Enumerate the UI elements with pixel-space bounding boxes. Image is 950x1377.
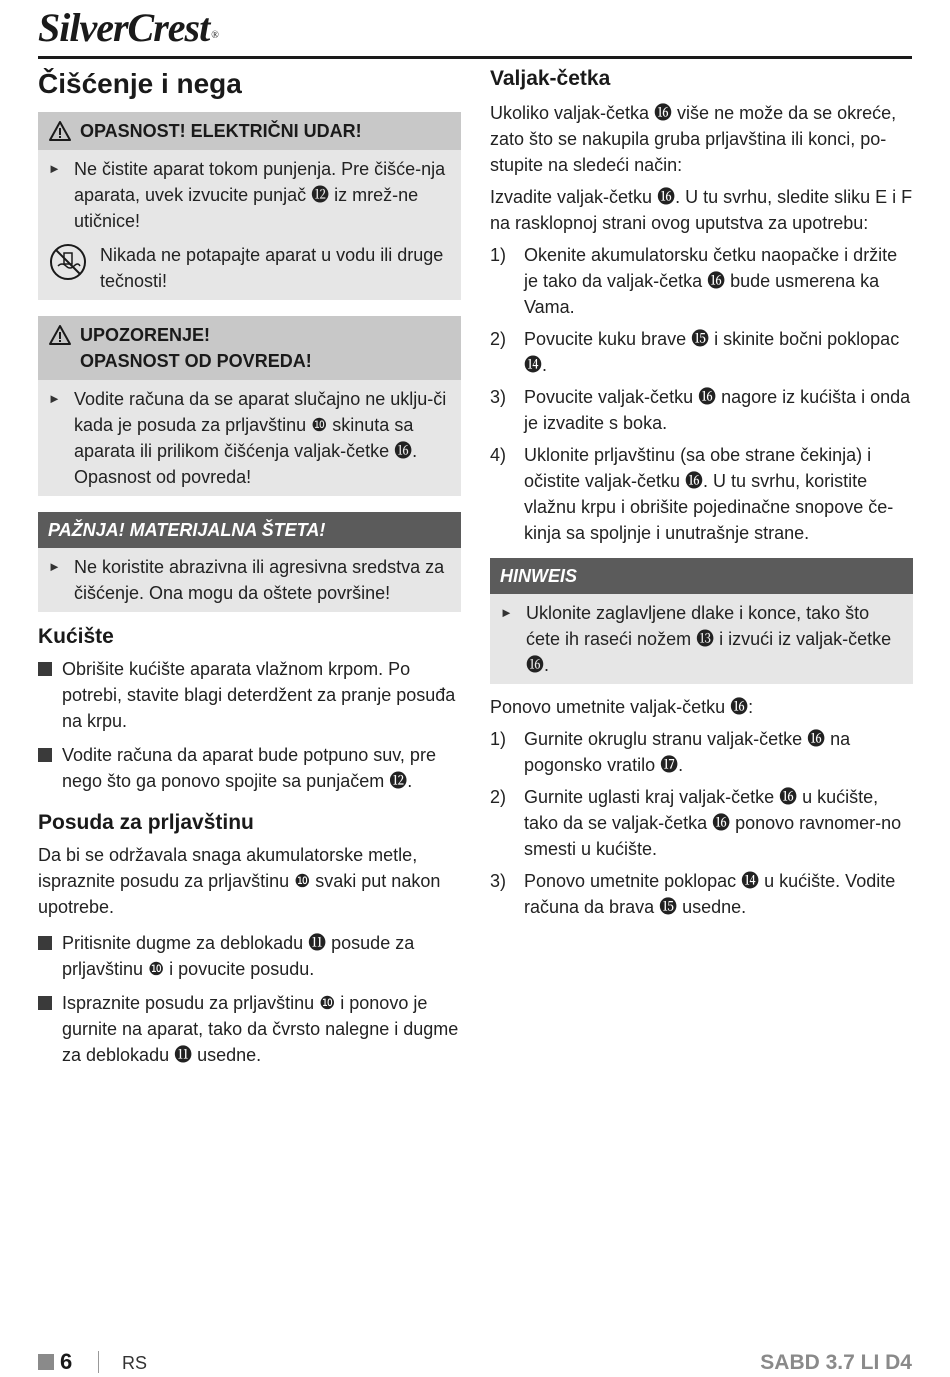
housing-heading: Kućište [38, 625, 114, 648]
arrow-bullet-icon: ► [48, 559, 61, 574]
dust-intro: Da bi se održavala snaga akumulatorske metle, ispraznite posudu za prljavštinu ❿ svaki put nakon upotrebe. [38, 845, 441, 917]
brush-intro-2: Izvadite valjak-četku ⓰. U tu svrhu, sledite sliku E i F na rasklopnoj strani ovog uputstva za upotrebu: [490, 187, 913, 233]
no-water-row [48, 242, 451, 294]
danger-item [48, 156, 451, 234]
no-immersion-icon [48, 242, 88, 282]
danger-box [38, 112, 461, 300]
step-text: Povucite valjak-četku ⓰ nagore iz kućišta i onda je izvadite s boka. [524, 387, 911, 433]
dust-item-text: Ispraznite posudu za prljavštinu ❿ i ponovo je gurnite na aparat, tako da čvrsto nalegne i dugme za deblokadu ⓫ usedne. [62, 993, 459, 1065]
page-title: Čišćenje i nega [38, 68, 242, 99]
caution-item [48, 554, 451, 606]
step-text: Okenite akumulatorsku četku naopačke i držite je tako da valjak-četka ⓰ bude usmerena ka Vama. [524, 245, 898, 317]
warning-triangle-icon [48, 324, 72, 346]
step-item [490, 242, 913, 320]
housing-item [38, 742, 461, 794]
danger-heading-text: OPASNOST! ELEKTRIČNI UDAR! [80, 121, 362, 141]
hint-item-text: Uklonite zaglavljene dlake i konce, tako što ćete ih raseći nožem ⓭ i izvući iz valjak-četke ⓰. [526, 603, 892, 675]
dust-item [38, 990, 461, 1068]
step-number: 3) [490, 871, 507, 891]
step-item [490, 384, 913, 436]
step-text: Povucite kuku brave ⓯ i skinite bočni poklopac ⓮. [524, 329, 900, 375]
caution-heading: PAŽNJA! MATERIJALNA ŠTETA! [38, 512, 461, 548]
dust-heading: Posuda za prljavštinu [38, 811, 254, 834]
step-text: Uklonite prljavštinu (sa obe strane čekinja) i očistite valjak-četku ⓰. U tu svrhu, koristite vlažnu krpu i obrišite pojedinačne snopove če-kinja sa spoljnje i unutrašnje strane. [524, 445, 894, 543]
warning-item-extra: Opasnost od povreda! [74, 467, 252, 487]
language-code: RS [122, 1353, 148, 1373]
square-bullet-icon [38, 996, 52, 1010]
step-number: 1) [490, 245, 507, 265]
warning-item-text: Vodite računa da se aparat slučajno ne uklju-či kada je posuda za prljavštinu ❿ skinuta sa aparata ili prilikom čišćenja valjak-četke ⓰. [74, 389, 447, 461]
step-number: 1) [490, 729, 507, 749]
arrow-bullet-icon: ► [48, 391, 61, 406]
reinsert-step [490, 726, 913, 778]
brand-name: SilverCrest [38, 5, 210, 50]
footer-divider [98, 1351, 99, 1373]
reinsert-intro: Ponovo umetnite valjak-četku ⓰: [490, 697, 754, 717]
warning-heading [38, 316, 461, 380]
hint-item [500, 600, 903, 678]
square-bullet-icon [38, 748, 52, 762]
warning-item [48, 386, 451, 490]
no-water-text: Nikada ne potapajte aparat u vodu ili druge tečnosti! [100, 245, 444, 291]
warning-heading-line2: OPASNOST OD POVREDA! [80, 351, 312, 371]
housing-item-text: Vodite računa da aparat bude potpuno suv, pre nego što ga ponovo spojite sa punjačem ⓬. [62, 745, 436, 791]
square-bullet-icon [38, 662, 52, 676]
housing-item [38, 656, 461, 734]
brush-heading: Valjak-četka [490, 67, 611, 90]
brush-intro: Ukoliko valjak-četka ⓰ više ne može da se okreće, zato što se nakupila gruba prljavština ili konci, po-stupite na sledeći način: [490, 103, 897, 175]
warning-heading-line1: UPOZORENJE! [80, 325, 211, 345]
right-column [490, 64, 913, 920]
arrow-bullet-icon: ► [48, 161, 61, 176]
step-number: 4) [490, 445, 507, 465]
warning-box [38, 316, 461, 496]
registered-mark: ® [211, 30, 218, 41]
dust-item [38, 930, 461, 982]
danger-item-text: Ne čistite aparat tokom punjenja. Pre čišće-nja aparata, uvek izvucite punjač ⓬ iz mrež-ne utičnice! [74, 159, 446, 231]
step-item [490, 442, 913, 546]
left-column [38, 64, 461, 1068]
arrow-bullet-icon: ► [500, 605, 513, 620]
square-bullet-icon [38, 936, 52, 950]
step-number: 2) [490, 329, 507, 349]
header-rule [38, 56, 912, 59]
hint-box [490, 558, 913, 684]
page-number: 6 [60, 1349, 73, 1374]
dust-item-text: Pritisnite dugme za deblokadu ⓫ posude za prljavštinu ❿ i povucite posudu. [62, 933, 415, 979]
footer-square-icon [38, 1354, 54, 1370]
step-item [490, 326, 913, 378]
brand-logo [38, 6, 218, 50]
danger-heading [38, 112, 461, 150]
housing-item-text: Obrišite kućište aparata vlažnom krpom. Po potrebi, stavite blagi deterdžent za pranje posuđa na krpu. [62, 659, 456, 731]
step-number: 2) [490, 787, 507, 807]
step-text: Ponovo umetnite poklopac ⓮ u kućište. Vodite računa da brava ⓯ usedne. [524, 871, 896, 917]
model-number: SABD 3.7 LI D4 [760, 1351, 912, 1374]
reinsert-step [490, 784, 913, 862]
reinsert-step [490, 868, 913, 920]
step-text: Gurnite uglasti kraj valjak-četke ⓰ u kućište, tako da se valjak-četka ⓰ ponovo ravnomer-no smesti u kućište. [524, 787, 902, 859]
caution-box [38, 512, 461, 612]
hint-heading: HINWEIS [490, 558, 913, 594]
step-number: 3) [490, 387, 507, 407]
warning-triangle-icon [48, 120, 72, 142]
step-text: Gurnite okruglu stranu valjak-četke ⓰ na pogonsko vratilo ⓱. [524, 729, 851, 775]
caution-item-text: Ne koristite abrazivna ili agresivna sredstva za čišćenje. Ona mogu da oštete površine! [74, 557, 445, 603]
